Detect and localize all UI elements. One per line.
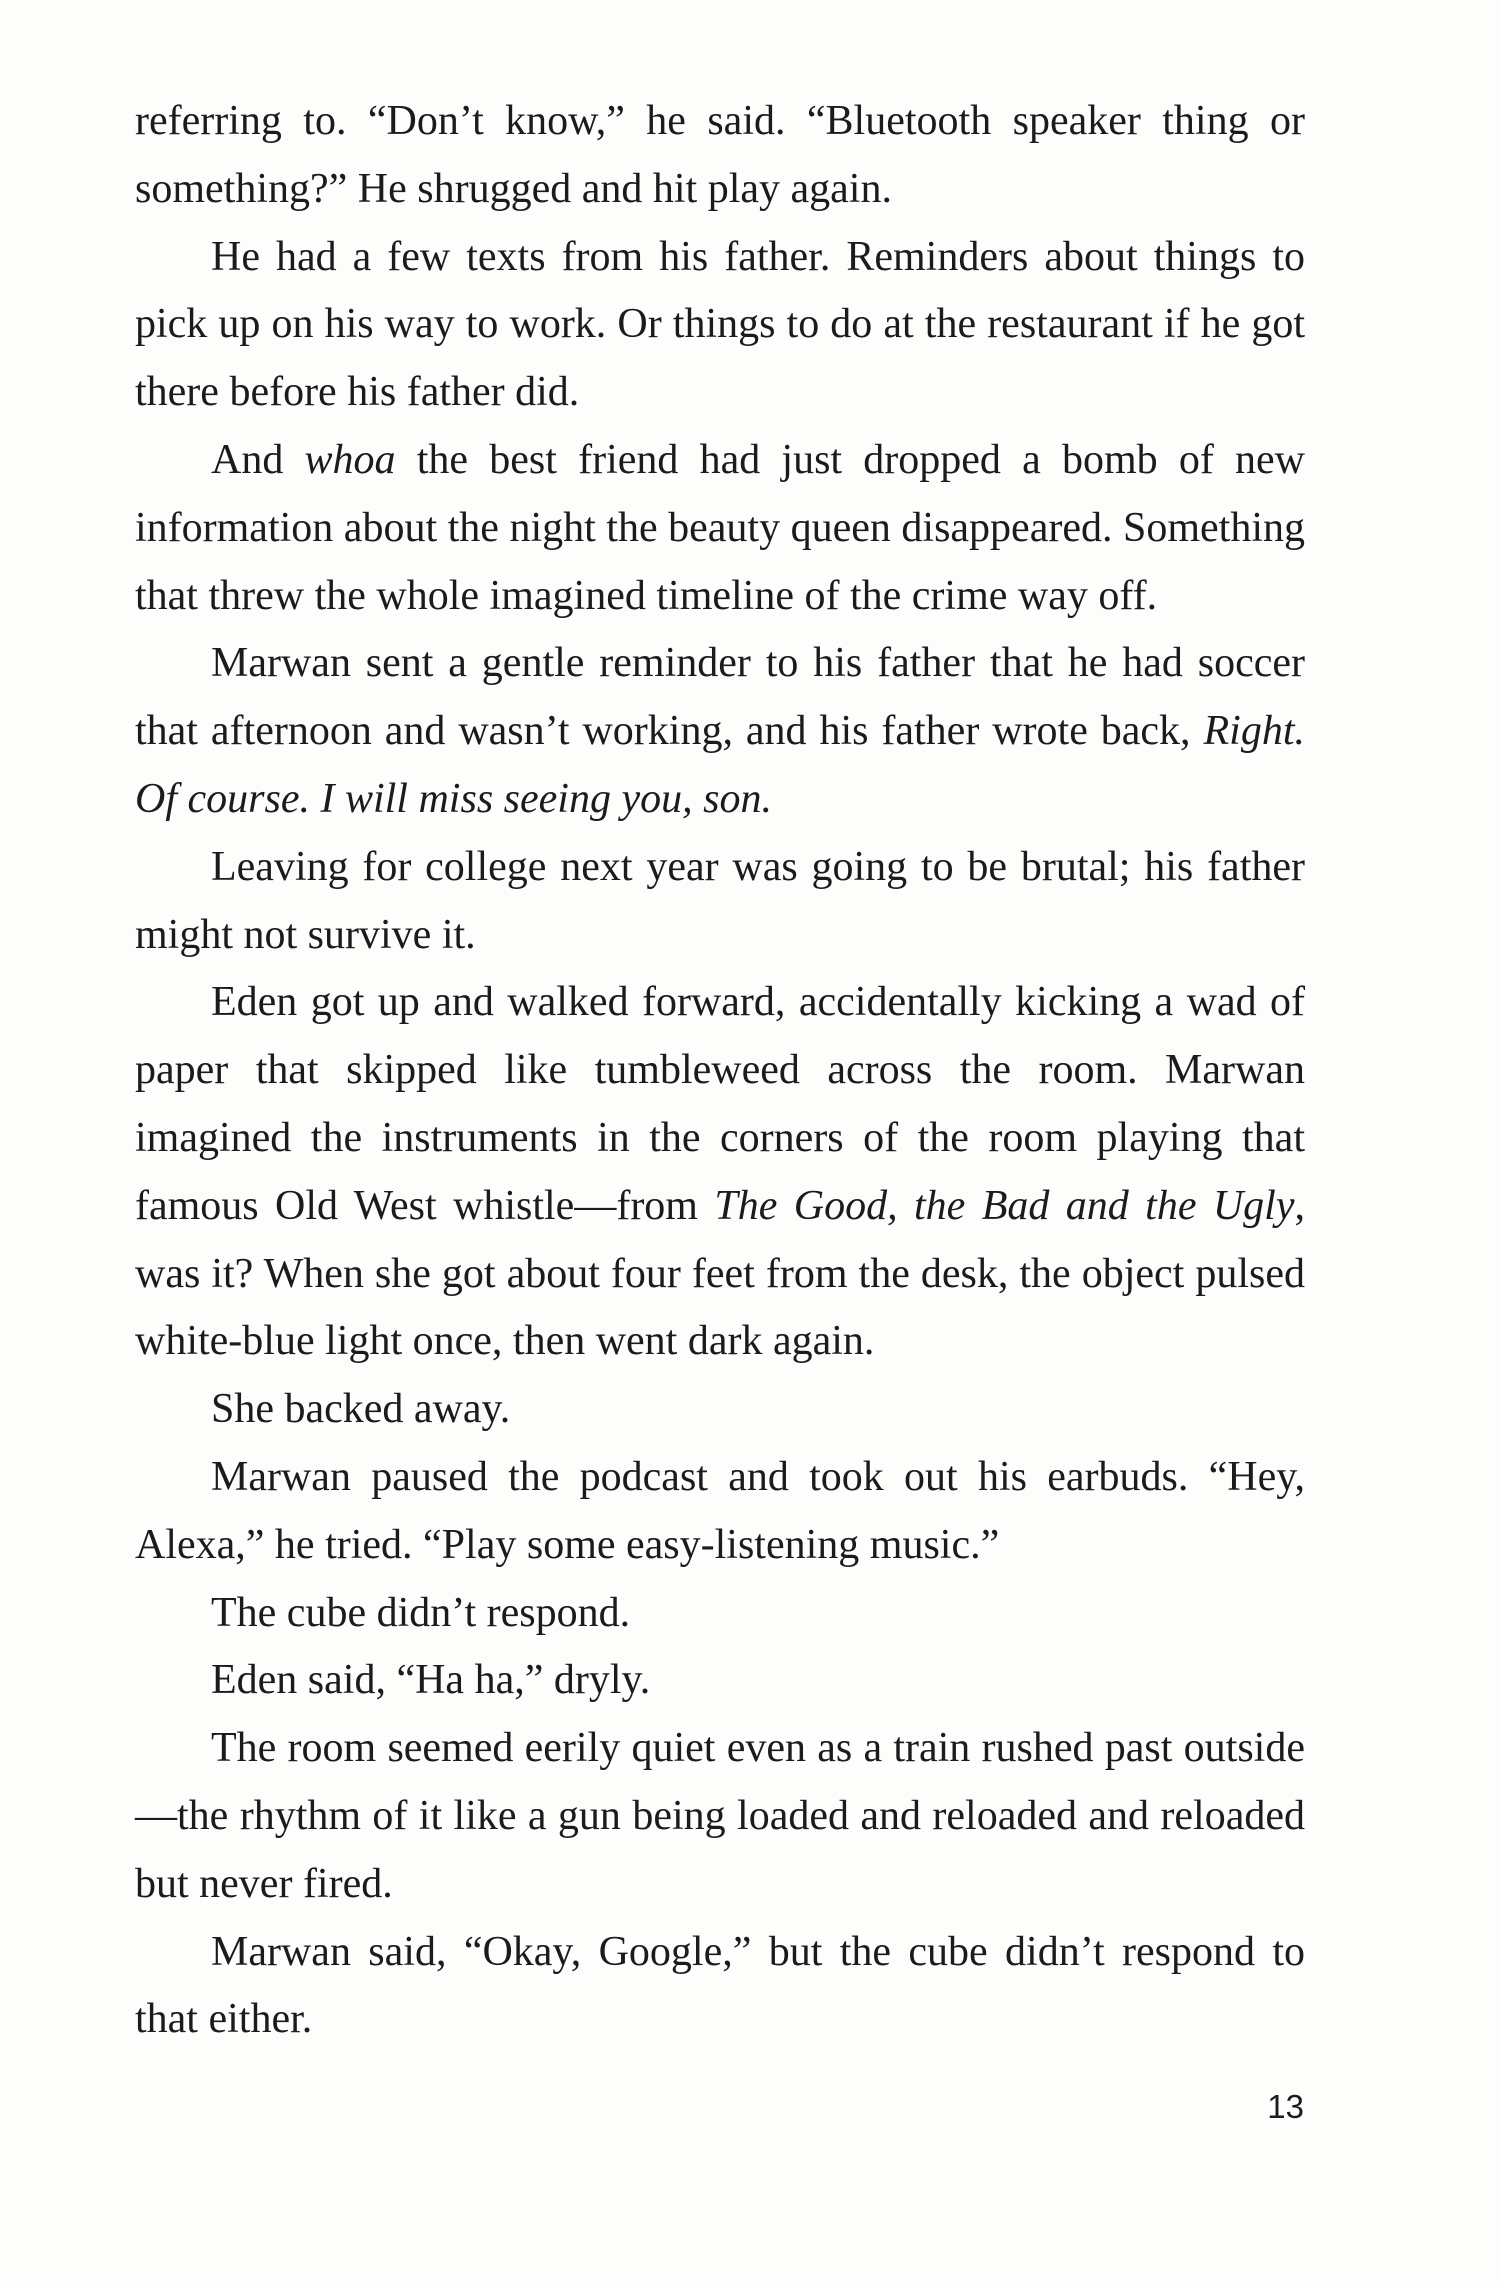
- italic-run: The Good, the Bad and the Ugly: [714, 1182, 1295, 1229]
- paragraph: [135, 630, 1305, 833]
- page-number: 13: [1267, 2088, 1304, 2125]
- paragraph: [135, 1919, 1305, 2055]
- text-run: The room seemed eerily quiet even as a train rushed past outside—the rhythm of it like a gun being loaded and reloaded and reloaded but never fired.: [135, 1725, 1305, 1907]
- paragraph: [135, 1715, 1305, 1918]
- italic-run: whoa: [304, 436, 396, 483]
- text-run: Leaving for college next year was going to be brutal; his father might not survive it.: [135, 843, 1305, 958]
- text-run: She backed away.: [211, 1386, 511, 1433]
- text-run: The cube didn’t respond.: [211, 1589, 631, 1636]
- text-run: Marwan sent a gentle reminder to his father that he had soccer that afternoon and wasn’t working, and his father wrote back,: [135, 640, 1305, 755]
- paragraph: [135, 834, 1305, 970]
- text-run: Marwan paused the podcast and took out his earbuds. “Hey, Alexa,” he tried. “Play some easy-listening music.”: [135, 1453, 1305, 1568]
- paragraph: [135, 969, 1305, 1376]
- text-run: He had a few texts from his father. Reminders about things to pick up on his way to work. Or things to do at the restaurant if he got there before his father did.: [135, 233, 1305, 416]
- paragraph: [135, 1580, 1305, 1648]
- paragraph: [135, 224, 1305, 427]
- paragraph: [135, 1647, 1305, 1715]
- text-run: Eden got up and walked forward, accidentally kicking a wad of paper that skipped like tumbleweed across the room. Marwan imagined the instruments in the corners of the room playing that famous Old West whistle—from: [135, 979, 1305, 1229]
- paragraph: [135, 427, 1305, 630]
- text-run: Eden said, “Ha ha,” dryly.: [211, 1657, 651, 1704]
- text-run: the best friend had just dropped a bomb of new information about the night the beauty queen disappeared. Something that threw the whole imagined timeline of the crime way off.: [135, 436, 1305, 619]
- italic-run: Right. Of course. I will miss seeing you, son.: [135, 708, 1305, 822]
- paragraph: [135, 1444, 1305, 1580]
- text-run: And: [211, 436, 305, 483]
- text-run: , was it? When she got about four feet from the desk, the object pulsed white-blue light once, then went dark again.: [135, 1182, 1305, 1365]
- text-run: referring to. “Don’t know,” he said. “Bluetooth speaker thing or something?” He shrugged and hit play again.: [135, 98, 1305, 212]
- paragraph: [135, 88, 1305, 224]
- paragraph: [135, 1376, 1305, 1444]
- text-run: Marwan said, “Okay, Google,” but the cube didn’t respond to that either.: [135, 1928, 1305, 2043]
- body-text: [135, 88, 1305, 2054]
